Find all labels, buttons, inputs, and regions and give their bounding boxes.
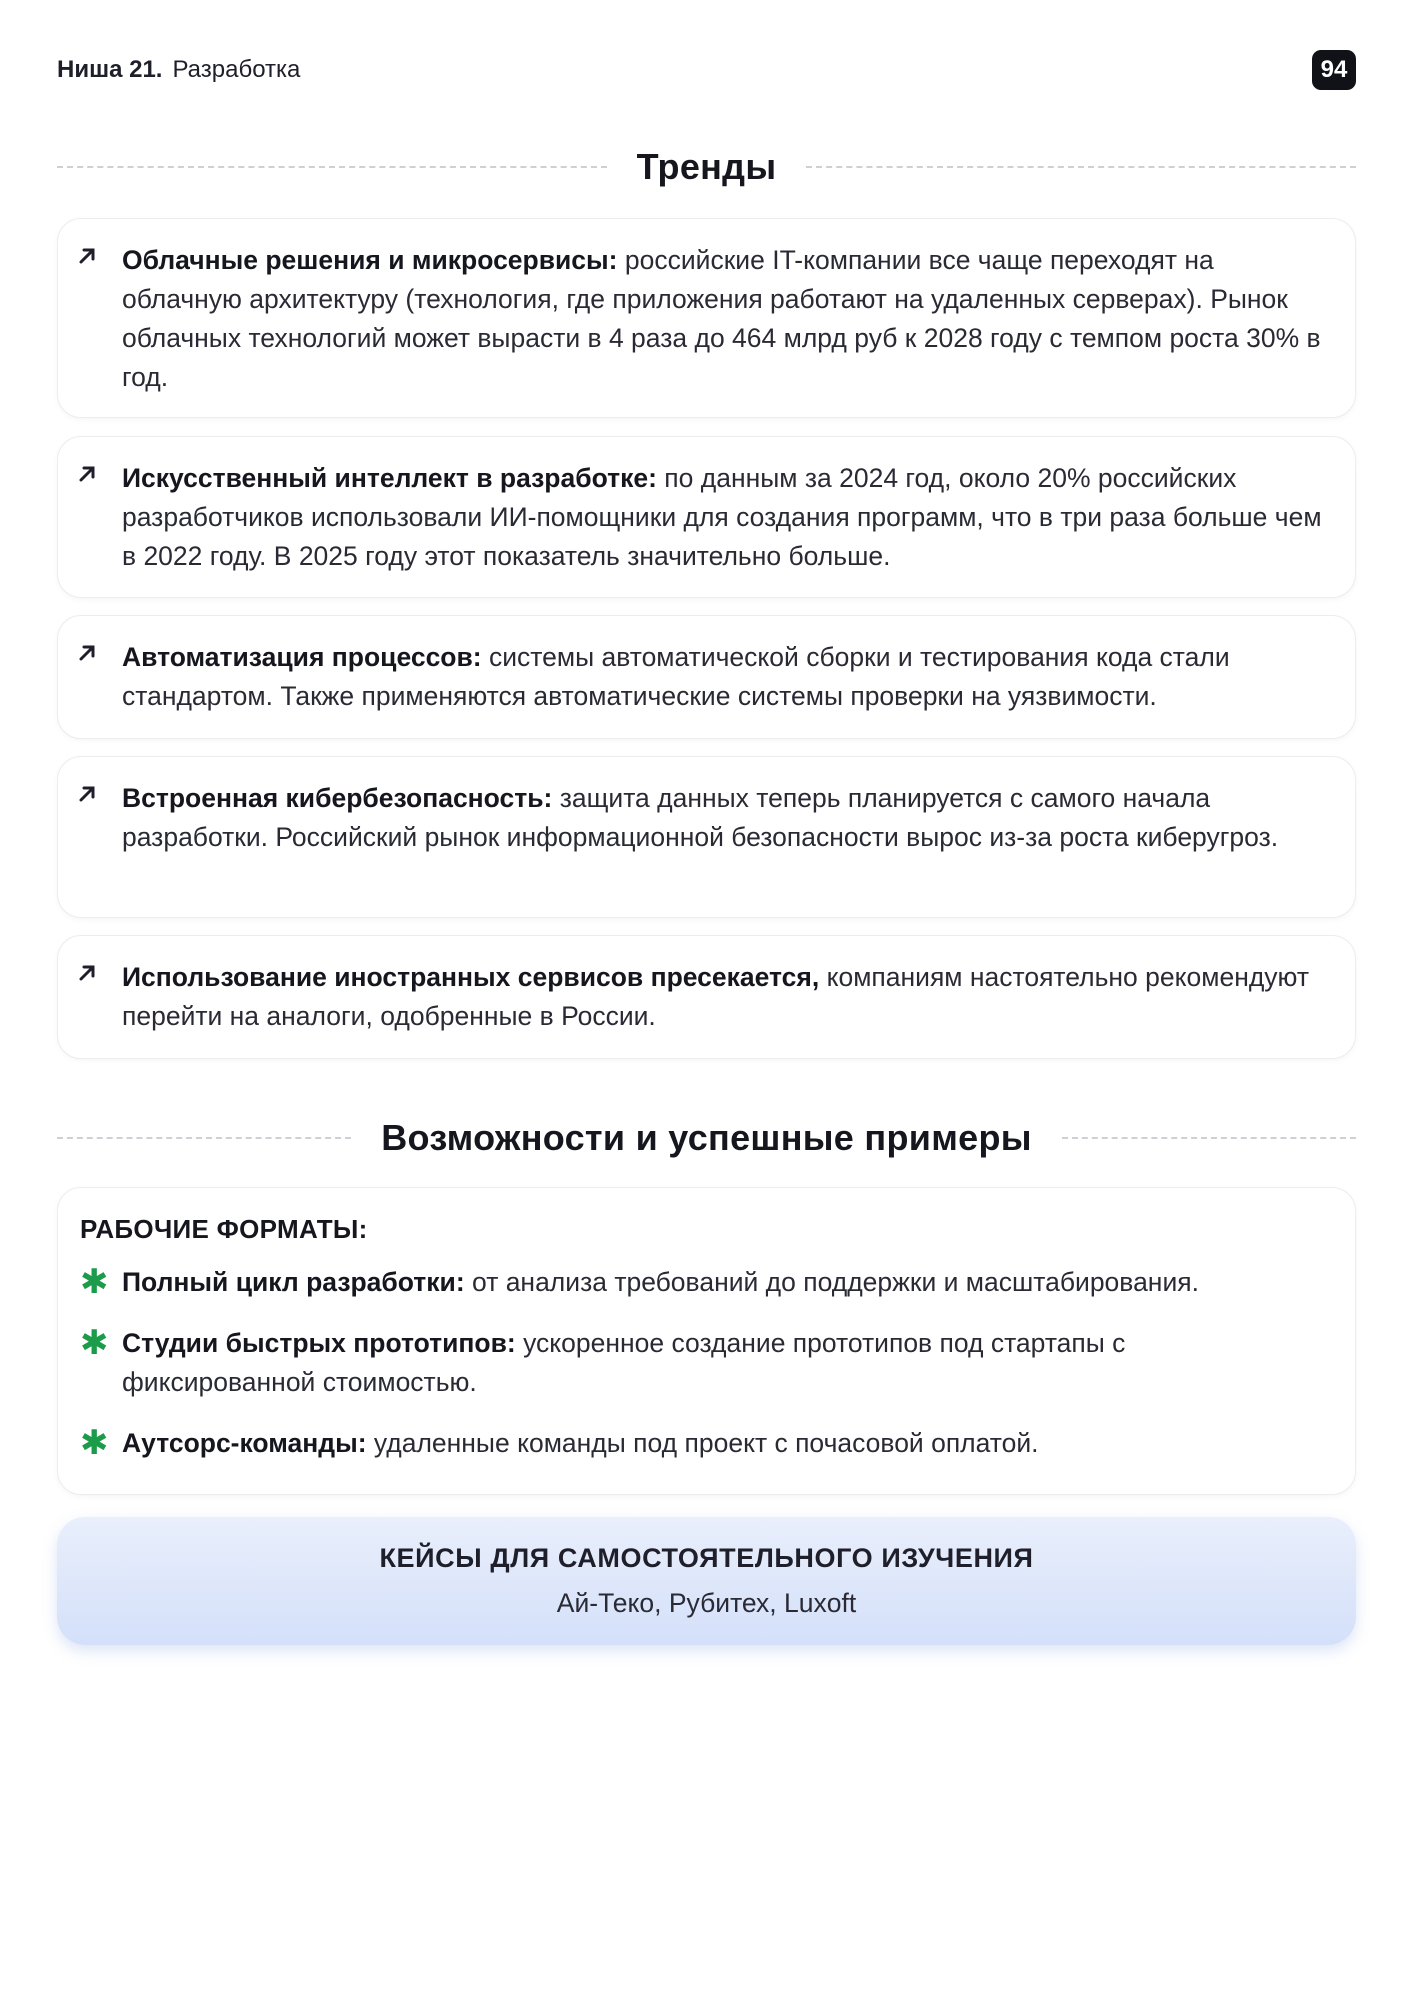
cases-list: Ай-Теко, Рубитех, Luxoft <box>556 1588 857 1618</box>
header-title <box>57 56 300 84</box>
divider <box>57 166 607 168</box>
format-item <box>80 1324 1333 1402</box>
trend-card <box>57 615 1356 739</box>
trend-text: системы автоматической сборки и тестирования кода стали стандартом. Также применяются автоматические системы проверки на уязвимости. <box>122 642 1230 711</box>
trend-heading: Облачные решения и микросервисы: <box>122 245 618 275</box>
divider <box>1062 1137 1356 1139</box>
format-text: от анализа требований до поддержки и масштабирования. <box>464 1267 1199 1297</box>
opportunities-heading <box>57 1117 1356 1159</box>
format-heading: Полный цикл разработки: <box>122 1267 465 1297</box>
arrow-up-right-icon <box>76 245 98 267</box>
trend-heading: Встроенная кибербезопасность: <box>122 783 553 813</box>
formats-title: РАБОЧИЕ ФОРМАТЫ: <box>80 1214 368 1244</box>
arrow-up-right-icon <box>76 962 98 984</box>
niche-number: Ниша 21. <box>57 56 163 83</box>
trend-card <box>57 436 1356 598</box>
format-text: удаленные команды под проект с почасовой оплатой. <box>366 1428 1039 1458</box>
asterisk-icon: ✱ <box>80 1424 109 1462</box>
format-text: ускоренное создание прототипов под стартапы с фиксированной стоимостью. <box>122 1328 1126 1397</box>
formats-card <box>57 1187 1356 1495</box>
trend-card <box>57 935 1356 1059</box>
trend-card <box>57 756 1356 918</box>
cases-title: КЕЙСЫ ДЛЯ САМОСТОЯТЕЛЬНОГО ИЗУЧЕНИЯ <box>379 1543 1034 1573</box>
section-title: Возможности и успешные примеры <box>381 1117 1032 1158</box>
trend-text: российские IT-компании все чаще переходят на облачную архитектуру (технология, где приложения работают на удаленных серверах). Рынок облачных технологий может вырасти в 4 раза до 464 млрд руб к 2028 году с темпом роста 30% в год. <box>122 245 1321 392</box>
format-item <box>80 1424 1333 1463</box>
trend-heading: Автоматизация процессов: <box>122 642 482 672</box>
format-item <box>80 1263 1333 1302</box>
asterisk-icon: ✱ <box>80 1263 109 1301</box>
trends-heading <box>57 146 1356 188</box>
trend-text: компаниям настоятельно рекомендуют перейти на аналоги, одобренные в России. <box>122 962 1309 1031</box>
page-header <box>57 50 1356 90</box>
trend-card <box>57 218 1356 418</box>
format-heading: Аутсорс-команды: <box>122 1428 367 1458</box>
trend-text: защита данных теперь планируется с самого начала разработки. Российский рынок информационной безопасности вырос из-за роста киберугроз. <box>122 783 1279 852</box>
arrow-up-right-icon <box>76 642 98 664</box>
divider <box>57 1137 351 1139</box>
niche-title: Разработка <box>172 56 301 83</box>
trend-heading: Искусственный интеллект в разработке: <box>122 463 657 493</box>
trend-text: по данным за 2024 год, около 20% российских разработчиков использовали ИИ-помощники для создания программ, что в три раза больше чем в 2022 году. В 2025 году этот показатель значительно больше. <box>122 463 1322 571</box>
page-number-badge: 94 <box>1312 50 1356 90</box>
format-heading: Студии быстрых прототипов: <box>122 1328 516 1358</box>
cases-panel <box>57 1517 1356 1645</box>
asterisk-icon: ✱ <box>80 1324 109 1362</box>
section-title: Тренды <box>636 146 777 187</box>
arrow-up-right-icon <box>76 783 98 805</box>
arrow-up-right-icon <box>76 463 98 485</box>
divider <box>806 166 1356 168</box>
trend-heading: Использование иностранных сервисов пресекается, <box>122 962 820 992</box>
